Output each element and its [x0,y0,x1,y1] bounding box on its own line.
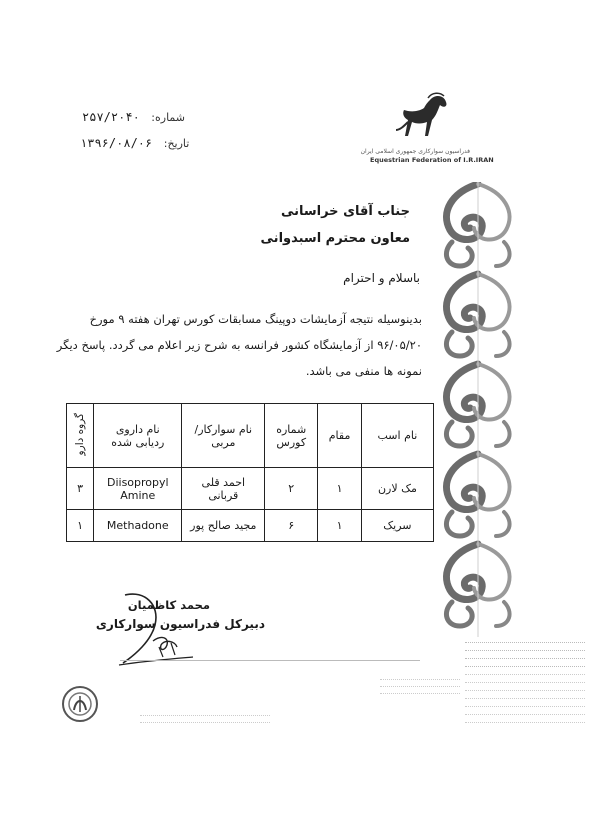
cell-rank: ۱ [318,468,361,510]
cell-rider: مجید صالح پور [182,510,265,542]
body-line-2: ۹۶/۰۵/۲۰ از آزمایشگاه کشور فرانسه به شرح زیر اعلام می گردد. پاسخ دیگر [56,338,422,352]
handwritten-signature [115,585,195,670]
cell-rider: احمد قلی قربانی [182,468,265,510]
recipient-line-2: معاون محترم اسبدوانی [260,231,410,246]
greeting: باسلام و احترام [343,271,420,285]
doping-results-table [66,403,434,542]
body-line-3: نمونه ها منفی می باشد. [305,364,422,378]
cell-rank: ۱ [318,510,361,542]
signatory-name: محمد کاظمیان [127,598,210,612]
cell-drug: Methadone [94,510,182,542]
letter-date-value: ۱۳۹۶/۰۸/۰۶ [80,136,153,150]
decorative-ornament [432,182,524,637]
federation-logo [360,92,494,164]
cell-drug-group: ۳ [67,468,94,510]
table-row [67,468,434,510]
letter-number-label: شماره: [151,111,186,124]
cell-race-number: ۶ [265,510,318,542]
header-horse: نام اسب [361,404,433,468]
header-rider: نام سوارکار/ مربی [182,404,265,468]
footer-note-block [380,676,460,694]
table-header-row [67,404,434,468]
footer-divider [120,660,420,661]
emblem-icon [60,684,100,724]
header-rank: مقام [318,404,361,468]
footer-contact-block [465,638,585,723]
footer-center-block [140,712,270,723]
letter-date-row [80,136,189,150]
letter-number-value: ۲۵۷/۲۰۴۰ [82,110,140,124]
header-drug: نام داروی ردیابی شده [94,404,182,468]
letter-number-row [82,110,185,124]
horse-logo-icon [380,92,460,142]
recipient-line-1: جناب آقای خراسانی [280,204,410,219]
cell-drug: Diisopropyl Amine [94,468,182,510]
cell-race-number: ۲ [265,468,318,510]
cell-horse: سریک [361,510,433,542]
table-row [67,510,434,542]
federation-name-fa: فدراسیون سوارکاری جمهوری اسلامی ایران [360,148,470,155]
header-race-number: شماره کورس [265,404,318,468]
cell-drug-group: ۱ [67,510,94,542]
letter-date-label: تاریخ: [163,137,190,150]
header-drug-group: گروه دارو [67,404,94,468]
cell-horse: مک لارن [361,468,433,510]
federation-name-en: Equestrian Federation of I.R.IRAN [370,156,494,164]
body-line-1: بدینوسیله نتیجه آزمایشات دوپینگ مسابقات کورس تهران هفته ۹ مورخ [89,312,422,326]
signatory-title: دبیرکل فدراسیون سوارکاری [95,617,265,631]
